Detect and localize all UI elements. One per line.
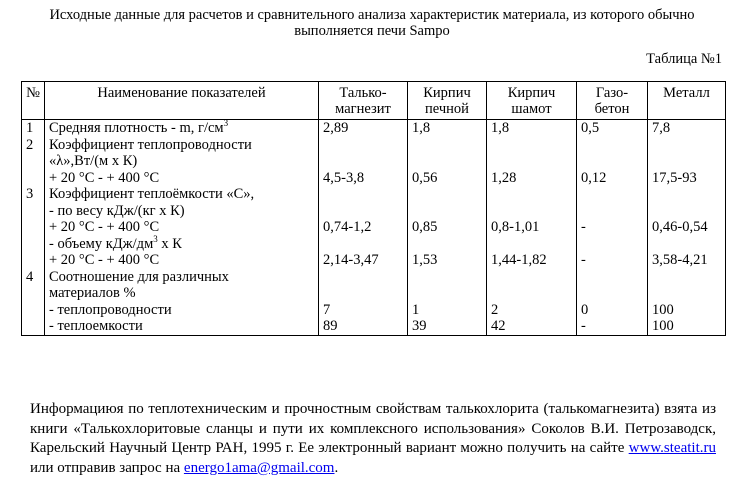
value-cell — [319, 236, 408, 253]
value-cell — [577, 203, 648, 220]
value-cell — [577, 153, 648, 170]
row-name-text: + 20 °С - + 400 °С — [49, 169, 160, 186]
value-cell: 1,8 — [408, 120, 487, 137]
row-number: 2 — [22, 137, 45, 154]
value-cell: 100 — [648, 302, 726, 319]
row-name-text: - теплоемкости — [49, 318, 143, 334]
value-cell — [319, 153, 408, 170]
value-cell — [319, 269, 408, 286]
row-number — [22, 219, 45, 236]
website-link[interactable]: www.steatit.ru — [628, 440, 716, 456]
column-header-line: № — [26, 85, 40, 101]
row-name-text: материалов % — [49, 285, 136, 301]
column-header — [487, 82, 577, 120]
row-name-text: Коэффициент теплоёмкости «С», — [49, 186, 255, 202]
value-cell: 39 — [408, 318, 487, 335]
value-cell: 7 — [319, 302, 408, 319]
column-header — [408, 82, 487, 120]
column-header-line: печной — [425, 101, 469, 117]
value-cell — [487, 137, 577, 154]
info-paragraph — [30, 400, 716, 478]
document-title: Исходные данные для расчетов и сравнительного анализа характеристик материала, из которого обычно выполняется печи Sampo — [49, 7, 695, 39]
row-name — [45, 302, 319, 319]
row-name-text: Коэффициент теплопроводности — [49, 136, 252, 153]
value-cell: - — [577, 318, 648, 335]
properties-table — [21, 81, 726, 336]
value-cell — [319, 137, 408, 154]
table-row — [22, 170, 726, 187]
value-cell — [648, 137, 726, 154]
column-header-line: шамот — [511, 101, 552, 117]
value-cell: 0,5 — [577, 120, 648, 137]
row-name — [45, 137, 319, 154]
value-cell — [319, 186, 408, 203]
row-number — [22, 302, 45, 319]
row-number — [22, 153, 45, 170]
value-cell: 0,85 — [408, 219, 487, 236]
value-cell — [319, 285, 408, 302]
row-number — [22, 203, 45, 220]
table-row — [22, 236, 726, 253]
value-cell — [408, 153, 487, 170]
table-row — [22, 318, 726, 335]
value-cell: 0 — [577, 302, 648, 319]
value-cell: 7,8 — [648, 120, 726, 137]
info-text-end: . — [334, 459, 339, 476]
row-name — [45, 252, 319, 269]
row-name — [45, 153, 319, 170]
value-cell — [487, 285, 577, 302]
value-cell — [648, 203, 726, 220]
table-row — [22, 186, 726, 203]
value-cell — [408, 203, 487, 220]
value-cell — [577, 186, 648, 203]
row-name-text: - теплопроводности — [49, 301, 172, 318]
column-header-line: Наименование показателей — [97, 85, 266, 101]
value-cell — [577, 285, 648, 302]
column-header-line: бетон — [594, 101, 630, 117]
row-name-superscript: 3 — [153, 233, 158, 244]
value-cell: 2 — [487, 302, 577, 319]
table-row — [22, 285, 726, 302]
row-name-text: «λ»,Вт/(м х К) — [49, 153, 138, 169]
value-cell: 0,8-1,01 — [487, 219, 577, 236]
table-row — [22, 269, 726, 286]
column-header-line: Кирпич — [507, 85, 556, 101]
row-name-text: + 20 °С - + 400 °С — [49, 219, 160, 235]
row-name — [45, 219, 319, 236]
table-header-row — [22, 82, 726, 120]
value-cell — [319, 203, 408, 220]
value-cell — [577, 269, 648, 286]
row-number: 3 — [22, 186, 45, 203]
column-header-line: Газо- — [595, 85, 629, 101]
value-cell — [648, 285, 726, 302]
row-number — [22, 170, 45, 187]
row-number — [22, 236, 45, 253]
value-cell: - — [577, 219, 648, 236]
info-text-between: или отправив запрос на — [30, 459, 184, 476]
value-cell: 0,12 — [577, 170, 648, 187]
row-name — [45, 285, 319, 302]
value-cell: 0,56 — [408, 170, 487, 187]
table-label: Таблица №1 — [646, 51, 722, 67]
value-cell: 17,5-93 — [648, 170, 726, 187]
value-cell — [648, 186, 726, 203]
row-number: 4 — [22, 269, 45, 286]
value-cell: 0,74-1,2 — [319, 219, 408, 236]
table-row — [22, 203, 726, 220]
column-header-line: Талько- — [339, 85, 387, 101]
row-name-text: Соотношение для различных — [49, 268, 229, 285]
value-cell: - — [577, 252, 648, 269]
value-cell — [408, 236, 487, 253]
row-name — [45, 120, 319, 137]
row-name-text: Средняя плотность - m, г/см — [49, 120, 224, 136]
value-cell — [648, 153, 726, 170]
table-row — [22, 219, 726, 236]
column-header-line: магнезит — [335, 101, 391, 117]
value-cell: 0,46-0,54 — [648, 219, 726, 236]
value-cell: 1,53 — [408, 252, 487, 269]
value-cell — [487, 153, 577, 170]
value-cell: 1 — [408, 302, 487, 319]
table-row — [22, 137, 726, 154]
table-row — [22, 120, 726, 137]
row-name — [45, 186, 319, 203]
row-name — [45, 170, 319, 187]
row-name-text: - объему кДж/дм — [49, 235, 154, 252]
row-number: 1 — [22, 120, 45, 137]
value-cell — [487, 269, 577, 286]
row-name-suffix: х К — [157, 235, 182, 252]
value-cell — [408, 186, 487, 203]
value-cell: 2,14-3,47 — [319, 252, 408, 269]
value-cell — [408, 269, 487, 286]
row-name-text: - по весу кДж/(кг х К) — [49, 202, 185, 219]
value-cell — [487, 203, 577, 220]
row-name — [45, 318, 319, 335]
column-header-line: Кирпич — [423, 85, 471, 101]
value-cell: 4,5-3,8 — [319, 170, 408, 187]
value-cell: 89 — [319, 318, 408, 335]
column-header — [648, 82, 726, 120]
info-text: Информациюя по теплотехническим и прочностным свойствам талькохлорита (талькомагнезита) взята из книги «Талькохлоритовые сланцы и пути их комплексного использования» Соколов В.И. Петрозаводск, Карельский Научный Центр РАН, 1995 г. Ее электронный вариант можно получить на сайте — [30, 401, 716, 456]
value-cell — [577, 137, 648, 154]
column-header — [319, 82, 408, 120]
value-cell — [648, 236, 726, 253]
value-cell: 2,89 — [319, 120, 408, 137]
row-number — [22, 318, 45, 335]
value-cell — [648, 269, 726, 286]
value-cell: 42 — [487, 318, 577, 335]
table-row — [22, 302, 726, 319]
row-name — [45, 233, 319, 253]
row-name — [45, 203, 319, 220]
column-header-line: Металл — [663, 85, 710, 101]
row-name — [45, 269, 319, 286]
column-header — [45, 82, 319, 120]
value-cell — [577, 236, 648, 253]
value-cell: 1,8 — [487, 120, 577, 137]
value-cell — [487, 186, 577, 203]
value-cell — [408, 137, 487, 154]
row-number — [22, 252, 45, 269]
value-cell — [487, 236, 577, 253]
row-name-text: + 20 °С - + 400 °С — [49, 252, 160, 268]
column-header — [22, 82, 45, 120]
table-row — [22, 252, 726, 269]
value-cell: 1,44-1,82 — [487, 252, 577, 269]
row-name-superscript: 3 — [223, 118, 229, 128]
row-number — [22, 285, 45, 302]
table-body — [22, 120, 726, 336]
value-cell: 3,58-4,21 — [648, 252, 726, 269]
column-header — [577, 82, 648, 120]
value-cell: 1,28 — [487, 170, 577, 187]
table-row — [22, 153, 726, 170]
value-cell — [408, 285, 487, 302]
value-cell: 100 — [648, 318, 726, 335]
email-link[interactable]: energo1ama@gmail.com — [183, 459, 335, 476]
